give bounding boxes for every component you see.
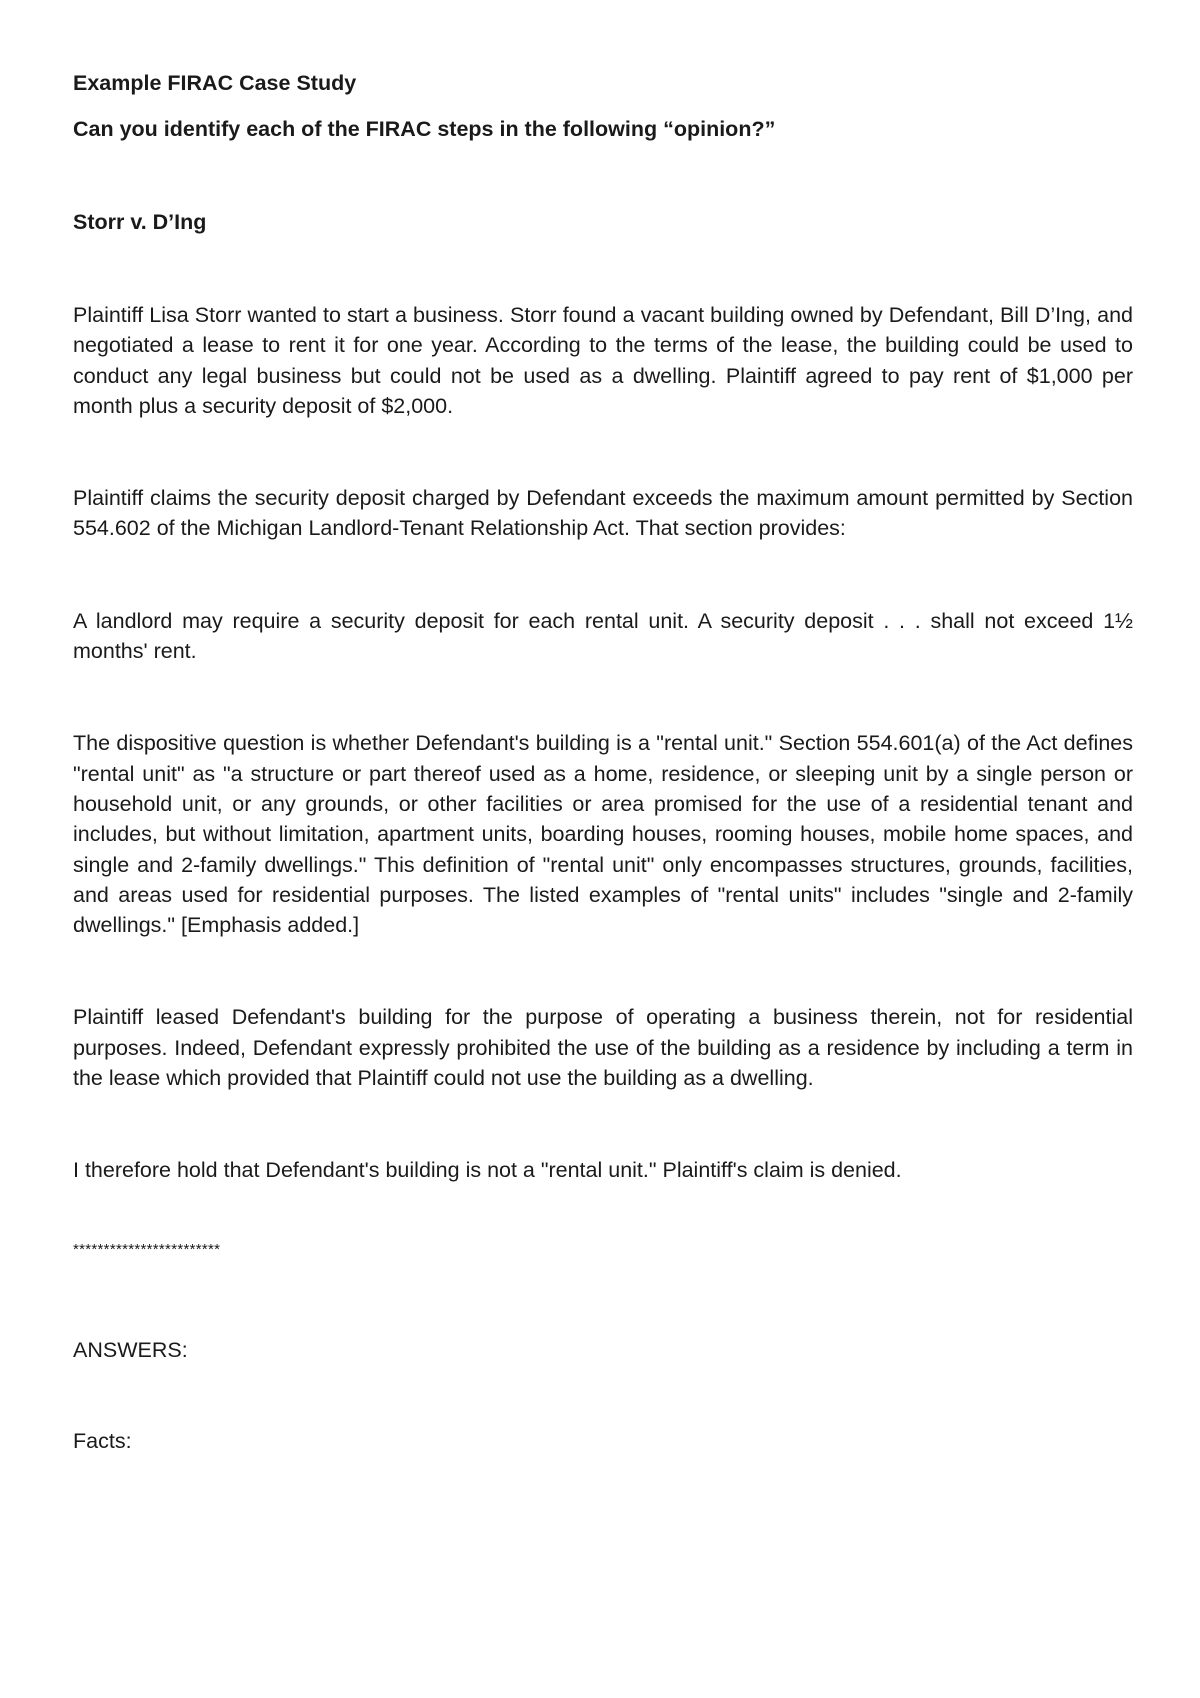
answers-label: ANSWERS: xyxy=(73,1337,188,1362)
paragraph-issue: Plaintiff claims the security deposit charged by Defendant exceeds the maximum amount permitted by Section 554.602 of the Michigan Landlord-Tenant Relationship Act. That section provides: xyxy=(73,486,1133,541)
paragraph-facts: Plaintiff Lisa Storr wanted to start a business. Storr found a vacant building owned by Defendant, Bill D’Ing, and negotiated a lease to rent it for one year. According to the terms of the lease, the building could be used to conduct any legal business but could not be used as a dwelling. Plaintiff agreed to pay rent of $1,000 per month plus a security deposit of $2,000. xyxy=(73,303,1133,418)
document-title: Example FIRAC Case Study xyxy=(73,71,357,95)
facts-label: Facts: xyxy=(73,1428,132,1453)
paragraph-conclusion: I therefore hold that Defendant's building is not a "rental unit." Plaintiff's claim is denied. xyxy=(73,1158,902,1183)
document-subtitle: Can you identify each of the FIRAC steps in the following “opinion?” xyxy=(73,117,776,141)
case-title: Storr v. D’Ing xyxy=(73,210,207,234)
section-separator: ************************ xyxy=(73,1240,221,1258)
paragraph-rule: The dispositive question is whether Defendant's building is a "rental unit." Section 554.601(a) of the Act defines "rental unit" as "a structure or part thereof used as a home, residence, or sleeping unit by a single person or household unit, or any grounds, or other facilities or area promised for the use of a residential tenant and includes, but without limitation, apartment units, boarding houses, rooming houses, mobile home spaces, and single and 2-family dwellings." This definition of "rental unit" only encompasses structures, grounds, facilities, and areas used for residential purposes. The listed examples of "rental units" includes "single and 2-family dwellings." [Emphasis added.] xyxy=(73,731,1133,938)
paragraph-application: Plaintiff leased Defendant's building for the purpose of operating a business therein, not for residential purposes. Indeed, Defendant expressly prohibited the use of the building as a residence by including a term in the lease which provided that Plaintiff could not use the building as a dwelling. xyxy=(73,1005,1133,1091)
paragraph-statute-quote: A landlord may require a security deposit for each rental unit. A security deposit . . . shall not exceed 1½ months' rent. xyxy=(73,608,1133,664)
